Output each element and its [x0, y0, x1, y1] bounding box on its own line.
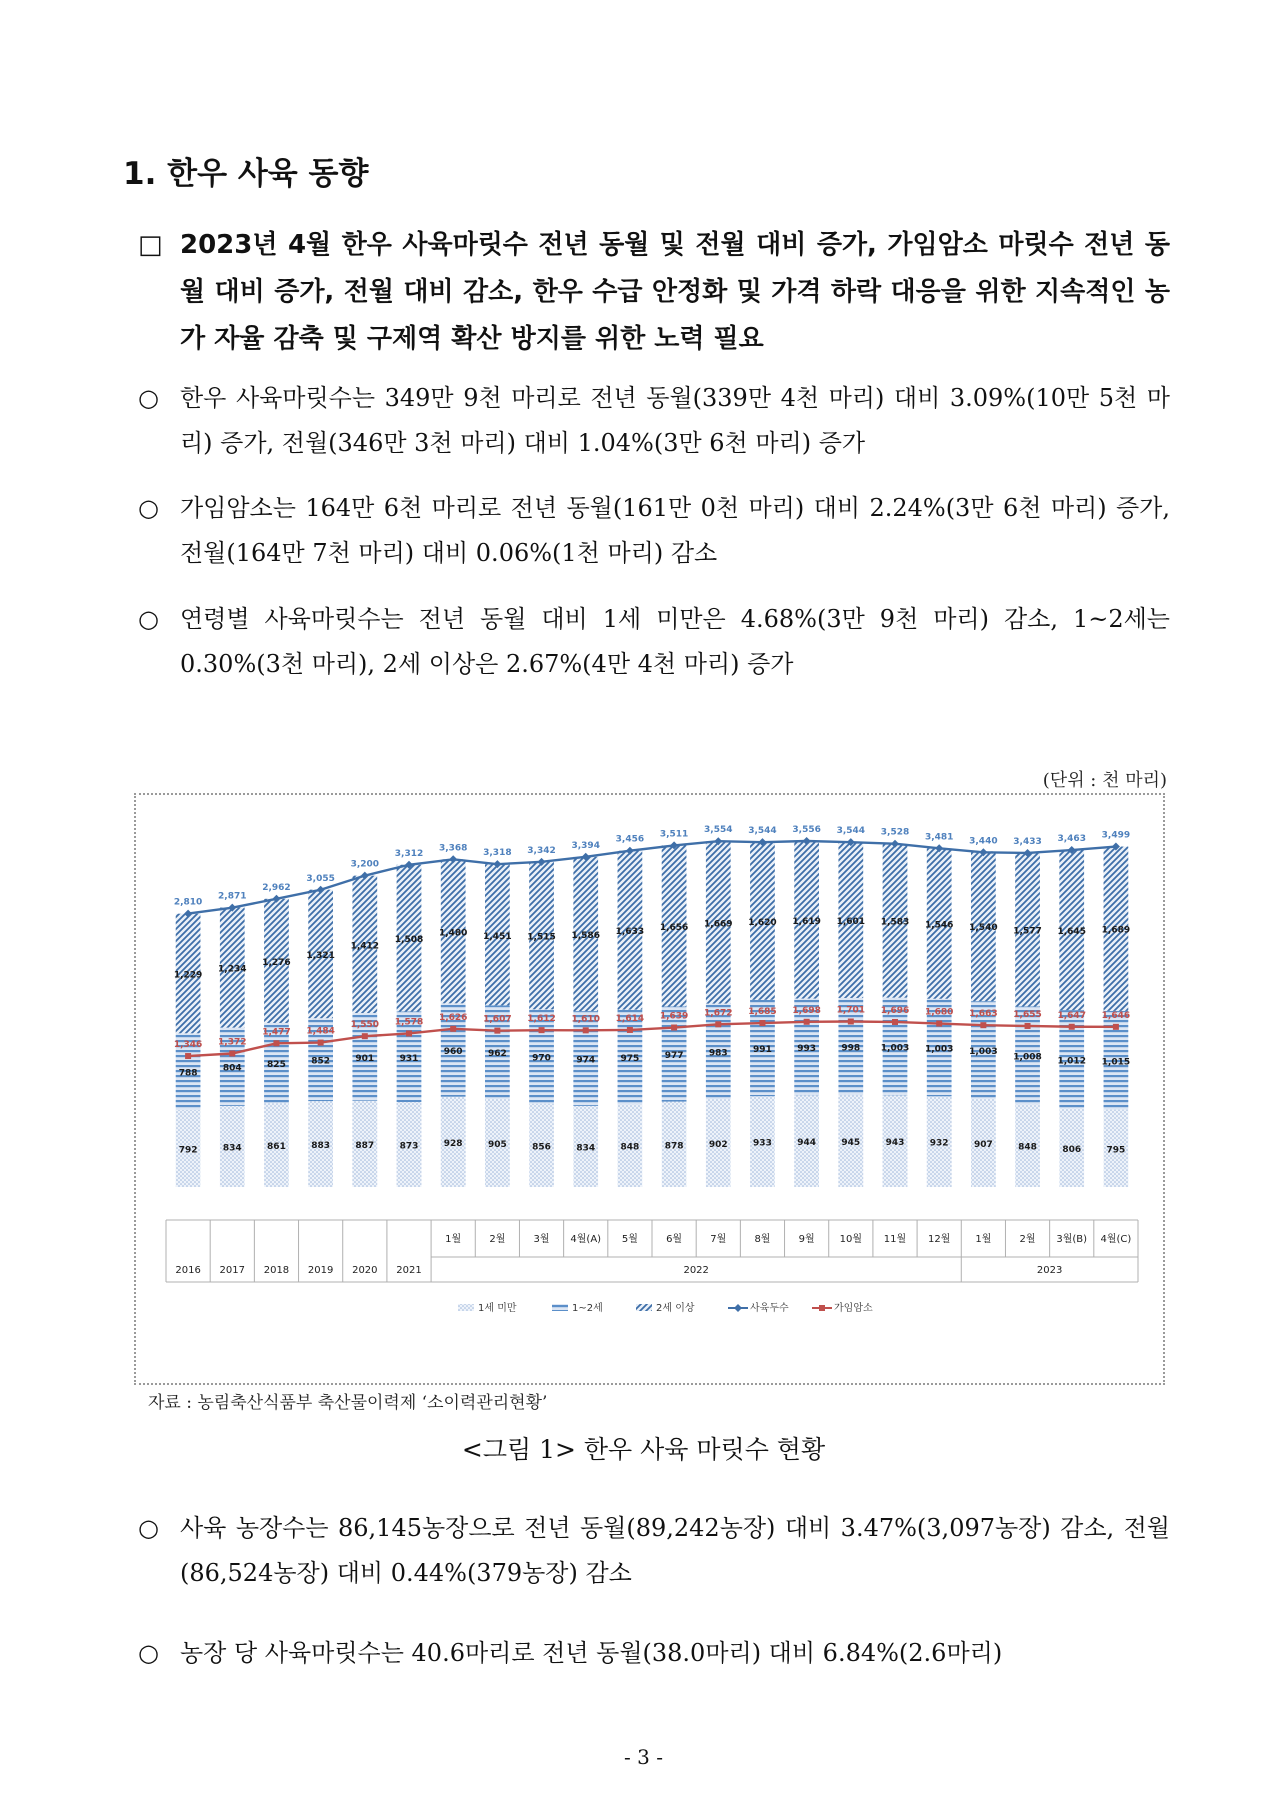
bar-value-label: 1,480	[438, 928, 468, 939]
bar-value-label: 928	[443, 1138, 463, 1149]
bar-value-label: 1,276	[262, 957, 291, 968]
line-value-label: 3,200	[350, 859, 380, 870]
legend-label: 1세 미만	[478, 1303, 517, 1314]
category-label: 2017	[219, 1265, 245, 1276]
circle-bullet-icon: ○	[138, 605, 159, 633]
bar-value-label: 825	[267, 1060, 286, 1071]
series-point	[362, 1033, 368, 1039]
legend-swatch	[458, 1304, 474, 1311]
circle-bullet-icon: ○	[138, 1514, 159, 1542]
category-label: 11월	[883, 1234, 907, 1245]
line-value-label: 1,655	[1013, 1009, 1042, 1020]
line-value-label: 1,646	[1101, 1010, 1131, 1021]
category-label: 9월	[798, 1234, 815, 1245]
summary-text: 2023년 4월 한우 사육마릿수 전년 동월 및 전월 대비 증가, 가임암소 마릿수 전년 동월 대비 증가, 전월 대비 감소, 한우 수급 안정화 및 가격 하락 대응을 위한 지속적인 농가 자율 감축 및 구제역 확산 방지를 위한 노력 필요	[180, 230, 1170, 354]
bar-value-label: 804	[222, 1063, 242, 1074]
line-value-label: 1,672	[704, 1008, 733, 1019]
line-value-label: 1,680	[924, 1007, 954, 1018]
bar-value-label: 931	[399, 1053, 419, 1064]
bar-value-label: 1,003	[969, 1046, 998, 1057]
legend-label: 2세 이상	[656, 1303, 695, 1314]
series-point	[494, 1028, 500, 1034]
line-value-label: 1,612	[527, 1014, 556, 1025]
line-value-label: 3,433	[1013, 836, 1042, 847]
bar-value-label: 983	[708, 1048, 728, 1059]
category-group-label: 2022	[683, 1265, 709, 1276]
category-label: 3월(B)	[1056, 1234, 1088, 1245]
cattle-chart	[136, 795, 1163, 1383]
line-value-label: 1,663	[969, 1009, 998, 1020]
category-label: 2016	[175, 1265, 201, 1276]
series-point	[185, 1053, 191, 1059]
series-point	[804, 1019, 810, 1025]
bar-value-label: 1,619	[792, 916, 821, 927]
bar-value-label: 901	[355, 1053, 375, 1064]
series-point	[1025, 1023, 1031, 1029]
legend-swatch	[552, 1304, 568, 1311]
bar-value-label: 1,633	[615, 927, 645, 938]
bar-value-label: 1,015	[1101, 1057, 1131, 1068]
line-value-label: 3,544	[836, 826, 866, 837]
bar-value-label: 907	[973, 1139, 993, 1150]
category-group-label: 2023	[1036, 1265, 1063, 1276]
series-point	[759, 1020, 765, 1026]
series-point	[1069, 1024, 1075, 1030]
line-value-label: 1,578	[394, 1017, 424, 1028]
bar-value-label: 883	[311, 1141, 331, 1152]
category-label: 2월	[489, 1234, 506, 1245]
source-note: 자료 : 농림축산식품부 축산물이력제 ‘소이력관리현황’	[148, 1393, 548, 1413]
category-label: 8월	[754, 1234, 771, 1245]
category-label: 12월	[927, 1234, 951, 1245]
bar-value-label: 998	[841, 1043, 861, 1054]
series-point	[583, 1027, 589, 1033]
category-label: 6월	[666, 1234, 683, 1245]
category-label: 2021	[396, 1265, 422, 1276]
series-point	[671, 1025, 677, 1031]
line-value-label: 1,626	[438, 1012, 468, 1023]
line-value-label: 3,456	[615, 834, 645, 845]
bar-value-label: 1,689	[1101, 925, 1131, 936]
bar-value-label: 1,656	[659, 922, 689, 933]
bar-value-label: 1,012	[1057, 1056, 1086, 1067]
bar-value-label: 943	[885, 1138, 905, 1149]
bar-value-label: 1,234	[218, 964, 247, 975]
category-label: 10월	[839, 1234, 863, 1245]
series-point	[715, 1021, 721, 1027]
bullet-item	[138, 1631, 1170, 1676]
bullet-text: 가임암소는 164만 6천 마리로 전년 동월(161만 0천 마리) 대비 2.24%(3만 6천 마리) 증가, 전월(164만 7천 마리) 대비 0.06%(1천 마리) 감소	[180, 494, 1170, 567]
bar-value-label: 834	[576, 1143, 596, 1154]
series-point	[450, 1026, 456, 1032]
bar-value-label: 1,229	[173, 970, 203, 981]
bar-value-label: 887	[355, 1140, 375, 1151]
bar-value-label: 1,003	[880, 1043, 910, 1054]
chart-legend	[458, 1301, 873, 1314]
legend-swatch	[636, 1304, 652, 1311]
circle-bullet-icon: ○	[138, 384, 159, 412]
bar-value-label: 932	[929, 1138, 949, 1149]
square-bullet-icon: □	[138, 230, 163, 260]
line-value-label: 3,528	[880, 827, 910, 838]
line-value-label: 3,312	[394, 848, 424, 859]
line-value-label: 2,962	[262, 882, 291, 893]
bullet-item	[138, 486, 1170, 576]
line-value-label: 1,484	[306, 1026, 335, 1037]
bar-value-label: 1,601	[836, 917, 866, 928]
line-value-label: 1,701	[836, 1005, 866, 1016]
bar-value-label: 852	[311, 1056, 331, 1067]
bar-value-label: 974	[576, 1055, 596, 1066]
line-value-label: 3,499	[1101, 830, 1131, 841]
series-point	[318, 1040, 324, 1046]
category-label: 7월	[710, 1234, 727, 1245]
bar-value-label: 848	[620, 1142, 640, 1153]
bullet-text: 사육 농장수는 86,145농장으로 전년 동월(89,242농장) 대비 3.47%(3,097농장) 감소, 전월(86,524농장) 대비 0.44%(379농장) 감소	[180, 1514, 1170, 1587]
legend-label: 가임암소	[834, 1303, 873, 1314]
summary-box	[138, 222, 1170, 363]
line-value-label: 1,607	[483, 1014, 512, 1025]
bar-value-label: 1,583	[880, 917, 910, 928]
bar-value-label: 806	[1062, 1144, 1082, 1155]
series-point	[980, 1022, 986, 1028]
category-label: 4월(C)	[1100, 1234, 1132, 1245]
bullet-item	[138, 376, 1170, 466]
line-value-label: 3,368	[438, 843, 468, 854]
bullet-text: 한우 사육마릿수는 349만 9천 마리로 전년 동월(339만 4천 마리) 대비 3.09%(10만 5천 마리) 증가, 전월(346만 3천 마리) 대비 1.04%(3만 6천 마리) 증가	[180, 384, 1170, 457]
bar-value-label: 1,577	[1013, 926, 1042, 937]
line-value-label: 3,342	[527, 845, 556, 856]
figure-caption: <그림 1> 한우 사육 마릿수 현황	[461, 1435, 826, 1464]
bullet-text: 연령별 사육마릿수는 전년 동월 대비 1세 미만은 4.68%(3만 9천 마리) 감소, 1~2세는 0.30%(3천 마리), 2세 이상은 2.67%(4만 4천 마리) 증가	[180, 605, 1170, 678]
category-label: 3월	[533, 1234, 550, 1245]
line-value-label: 3,394	[571, 840, 600, 851]
line-value-label: 1,614	[615, 1013, 645, 1024]
category-label: 5월	[621, 1234, 638, 1245]
series-point	[539, 1027, 545, 1033]
line-value-label: 3,440	[969, 836, 998, 847]
line-value-label: 1,685	[748, 1007, 777, 1018]
bar-value-label: 1,669	[704, 919, 733, 930]
bar-value-label: 945	[841, 1138, 861, 1149]
bar-value-label: 861	[267, 1142, 286, 1153]
series-point	[892, 1019, 898, 1025]
category-label: 2020	[352, 1265, 378, 1276]
bullet-item	[138, 597, 1170, 687]
line-value-label: 3,554	[704, 825, 733, 836]
line-value-label: 3,556	[792, 825, 821, 836]
line-value-label: 1,698	[792, 1005, 821, 1016]
bar-value-label: 848	[1018, 1142, 1037, 1153]
circle-bullet-icon: ○	[138, 1639, 159, 1667]
bar-value-label: 933	[753, 1138, 772, 1149]
bar-value-label: 788	[178, 1068, 198, 1079]
bar-value-label: 993	[797, 1043, 817, 1054]
category-label: 1월	[975, 1234, 992, 1245]
legend-label: 사육두수	[750, 1303, 789, 1314]
series-point	[406, 1030, 412, 1036]
line-value-label: 1,610	[571, 1014, 600, 1025]
bar-value-label: 873	[399, 1141, 419, 1152]
bar-value-label: 991	[753, 1045, 772, 1056]
bar-value-label: 1,508	[394, 935, 424, 946]
category-label: 1월	[445, 1234, 462, 1245]
line-value-label: 1,647	[1057, 1010, 1086, 1021]
line-value-label: 3,544	[748, 826, 777, 837]
series-point	[273, 1040, 279, 1046]
bar-value-label: 1,645	[1057, 927, 1086, 938]
bar-value-label: 944	[797, 1138, 817, 1149]
line-value-label: 2,810	[173, 897, 203, 908]
bar-value-label: 878	[664, 1141, 684, 1152]
line-value-label: 1,346	[173, 1040, 203, 1051]
line-value-label: 1,550	[350, 1020, 380, 1031]
bar-value-label: 1,540	[969, 923, 998, 934]
category-label: 2월	[1019, 1234, 1036, 1245]
category-label: 2019	[307, 1265, 334, 1276]
bar-value-label: 795	[1106, 1145, 1126, 1156]
bar-value-label: 975	[620, 1054, 640, 1065]
legend-marker	[734, 1304, 742, 1312]
line-value-label: 3,318	[483, 848, 512, 859]
series-point	[1113, 1024, 1119, 1030]
bar-value-label: 960	[443, 1047, 463, 1058]
bar-value-label: 1,451	[483, 931, 512, 942]
line-value-label: 3,463	[1057, 834, 1086, 845]
line-value-label: 3,481	[924, 832, 954, 843]
bar-value-label: 977	[664, 1051, 684, 1062]
legend-label: 1~2세	[572, 1303, 603, 1314]
bullet-text: 농장 당 사육마릿수는 40.6마리로 전년 동월(38.0마리) 대비 6.84%(2.6마리)	[180, 1639, 1003, 1667]
bar-value-label: 1,515	[527, 932, 556, 943]
unit-note: (단위 : 천 마리)	[1042, 770, 1167, 791]
line-value-label: 3,055	[306, 873, 335, 884]
chart-frame	[134, 793, 1165, 1385]
series-point	[848, 1018, 854, 1024]
circle-bullet-icon: ○	[138, 494, 159, 522]
bar-value-label: 905	[487, 1139, 507, 1150]
series-point	[936, 1021, 942, 1027]
bar-value-label: 856	[532, 1142, 551, 1153]
section-title: 1. 한우 사육 동향	[123, 156, 369, 192]
line-value-label: 1,696	[880, 1005, 910, 1016]
bar-value-label: 970	[532, 1053, 551, 1064]
line-value-label: 1,372	[218, 1037, 247, 1048]
legend-marker	[819, 1305, 825, 1311]
line-value-label: 2,871	[218, 891, 247, 902]
line-value-label: 1,477	[262, 1027, 291, 1038]
bar-value-label: 1,412	[350, 941, 380, 952]
bar-value-label: 1,003	[924, 1044, 954, 1055]
bullet-item	[138, 1506, 1170, 1596]
bar-value-label: 1,546	[924, 920, 954, 931]
category-label: 2018	[263, 1265, 290, 1276]
series-point	[229, 1051, 235, 1057]
line-value-label: 3,511	[659, 829, 689, 840]
bar-value-label: 792	[178, 1145, 198, 1156]
bar-value-label: 962	[487, 1049, 507, 1060]
bar-value-label: 1,586	[571, 930, 600, 941]
bar-value-label: 834	[222, 1143, 242, 1154]
category-label: 4월(A)	[570, 1234, 602, 1245]
category-axis	[166, 1220, 1138, 1282]
bar-value-label: 1,321	[306, 950, 335, 961]
page-number: - 3 -	[624, 1745, 663, 1769]
line-value-label: 1,639	[659, 1011, 689, 1022]
bar-value-label: 1,620	[748, 917, 777, 928]
series-point	[627, 1027, 633, 1033]
bar-value-label: 1,008	[1013, 1052, 1042, 1063]
bar-value-label: 902	[708, 1140, 728, 1151]
